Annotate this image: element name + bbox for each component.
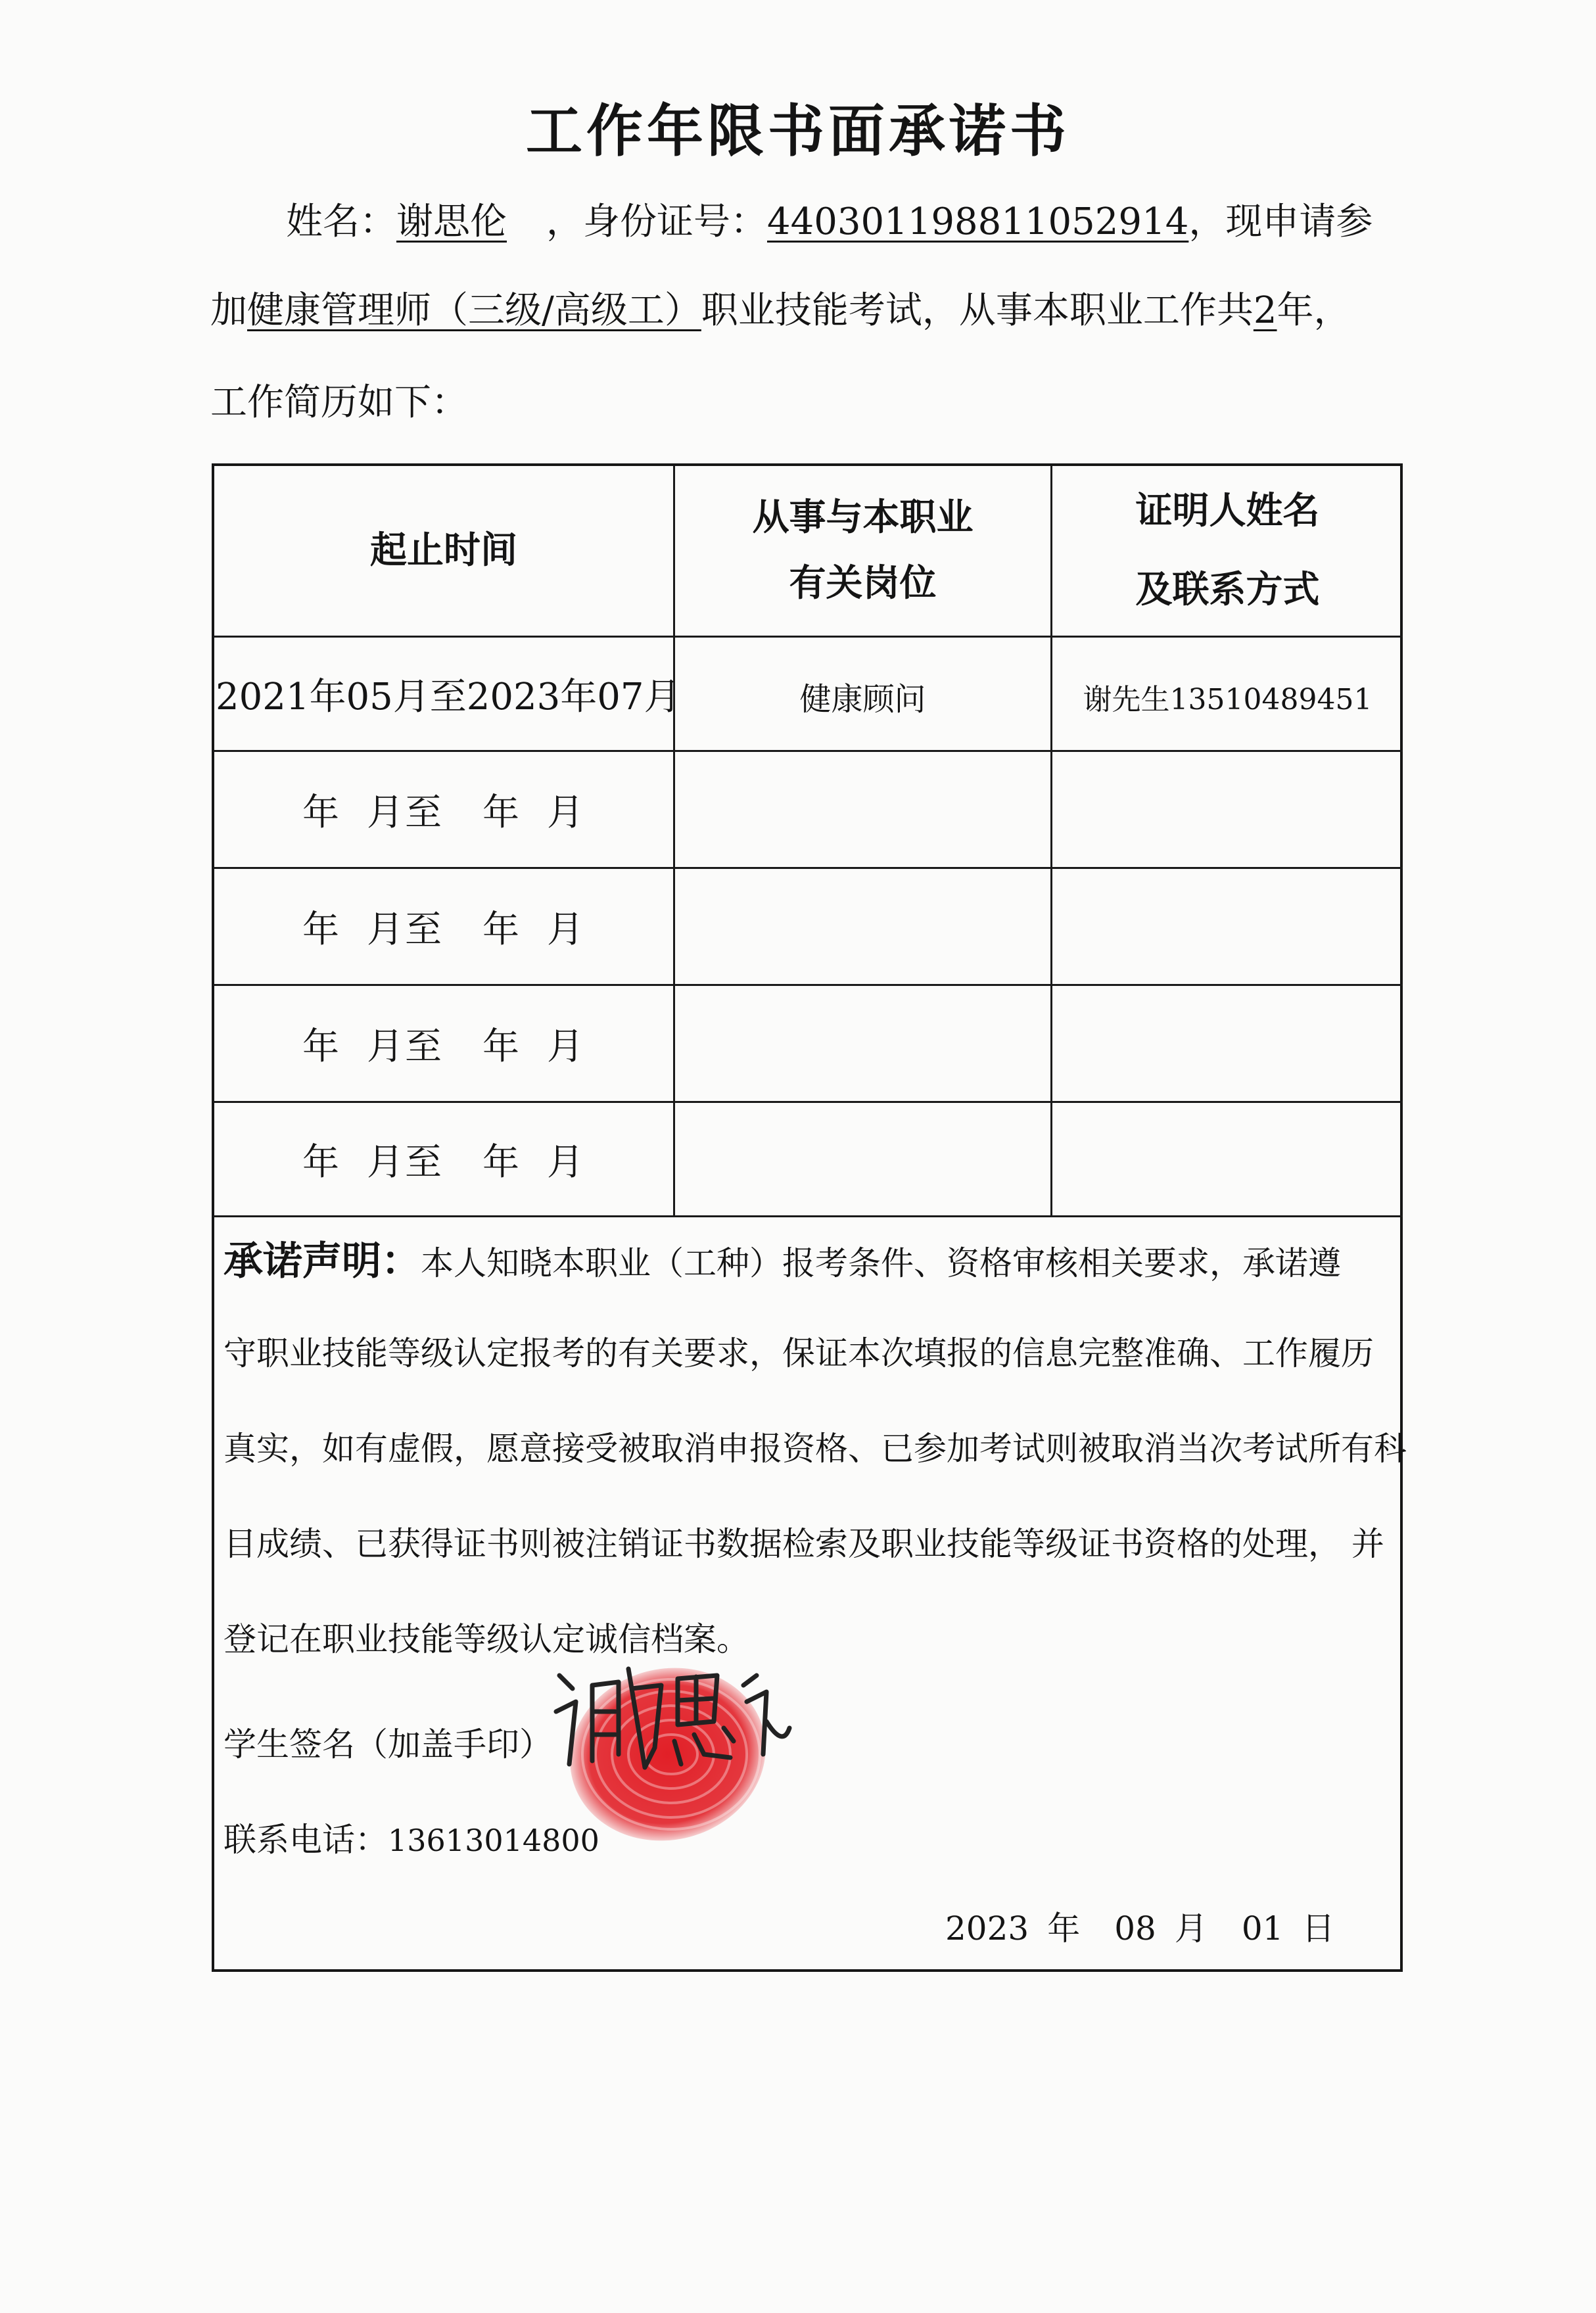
header-witness [1052,466,1403,636]
header-witness-line2: 及联系方式 [1135,569,1320,611]
work-history-table [212,463,1407,1972]
row-2-period: 年 月至 年 月 [302,791,585,834]
declaration-line-1: 承诺声明：本人知晓本职业（工种）报考条件、资格审核相关要求，承诺遵 [223,1238,1341,1284]
row-3-period: 年 月至 年 月 [302,908,585,951]
declaration-line-4: 目成绩、已获得证书则被注销证书数据检索及职业技能等级证书资格的处理， 并 [223,1525,1384,1563]
header-period: 起止时间 [370,529,517,572]
declaration-heading: 承诺声明： [223,1238,421,1284]
signature-label: 学生签名（加盖手印） [223,1725,552,1764]
occupation-value: 健康管理师（三级/高级工） [247,289,701,332]
row-1-position: 健康顾问 [799,681,926,718]
exam-text: 职业技能考试，从事本职业工作共 [701,289,1254,332]
document-title: 工作年限书面承诺书 [526,99,1070,164]
name-value: 谢思伦 [396,200,507,243]
phone-line [223,1813,599,1861]
header-position [675,466,1050,636]
header-position-line2: 有关岗位 [789,562,937,605]
intro-line-2 [210,289,1351,332]
id-number-value: 440301198811052914 [767,200,1189,243]
apply-prefix: 加 [210,289,247,332]
row-5-period: 年 月至 年 月 [302,1140,585,1184]
apply-text: ，现申请参 [1188,200,1373,243]
handwritten-signature [546,1649,803,1800]
declaration-line-3: 真实，如有虚假，愿意接受被取消申报资格、已参加考试则被取消当次考试所有科 [223,1430,1407,1468]
header-witness-line1: 证明人姓名 [1135,490,1320,532]
intro-line-1 [286,200,1373,243]
phone-value: 13613014800 [388,1823,599,1858]
resume-label: 工作简历如下： [210,381,468,424]
row-1-witness: 谢先生13510489451 [1083,683,1373,716]
declaration-line-2: 守职业技能等级认定报考的有关要求，保证本次填报的信息完整准确、工作履历 [223,1334,1374,1372]
declaration-line-5: 登记在职业技能等级认定诚信档案。 [223,1620,749,1658]
years-value: 2 [1253,289,1277,332]
name-label: 姓名： [286,200,396,243]
row-4-period: 年 月至 年 月 [302,1025,585,1068]
row-1-period: 2021年05月至2023年07月 [216,675,681,718]
id-label: ，身份证号： [546,200,767,243]
header-position-line1: 从事与本职业 [752,496,974,539]
phone-label: 联系电话： [223,1821,388,1859]
sign-date: 2023 年 08 月 01 日 [945,1909,1335,1948]
years-suffix: 年， [1277,289,1351,332]
